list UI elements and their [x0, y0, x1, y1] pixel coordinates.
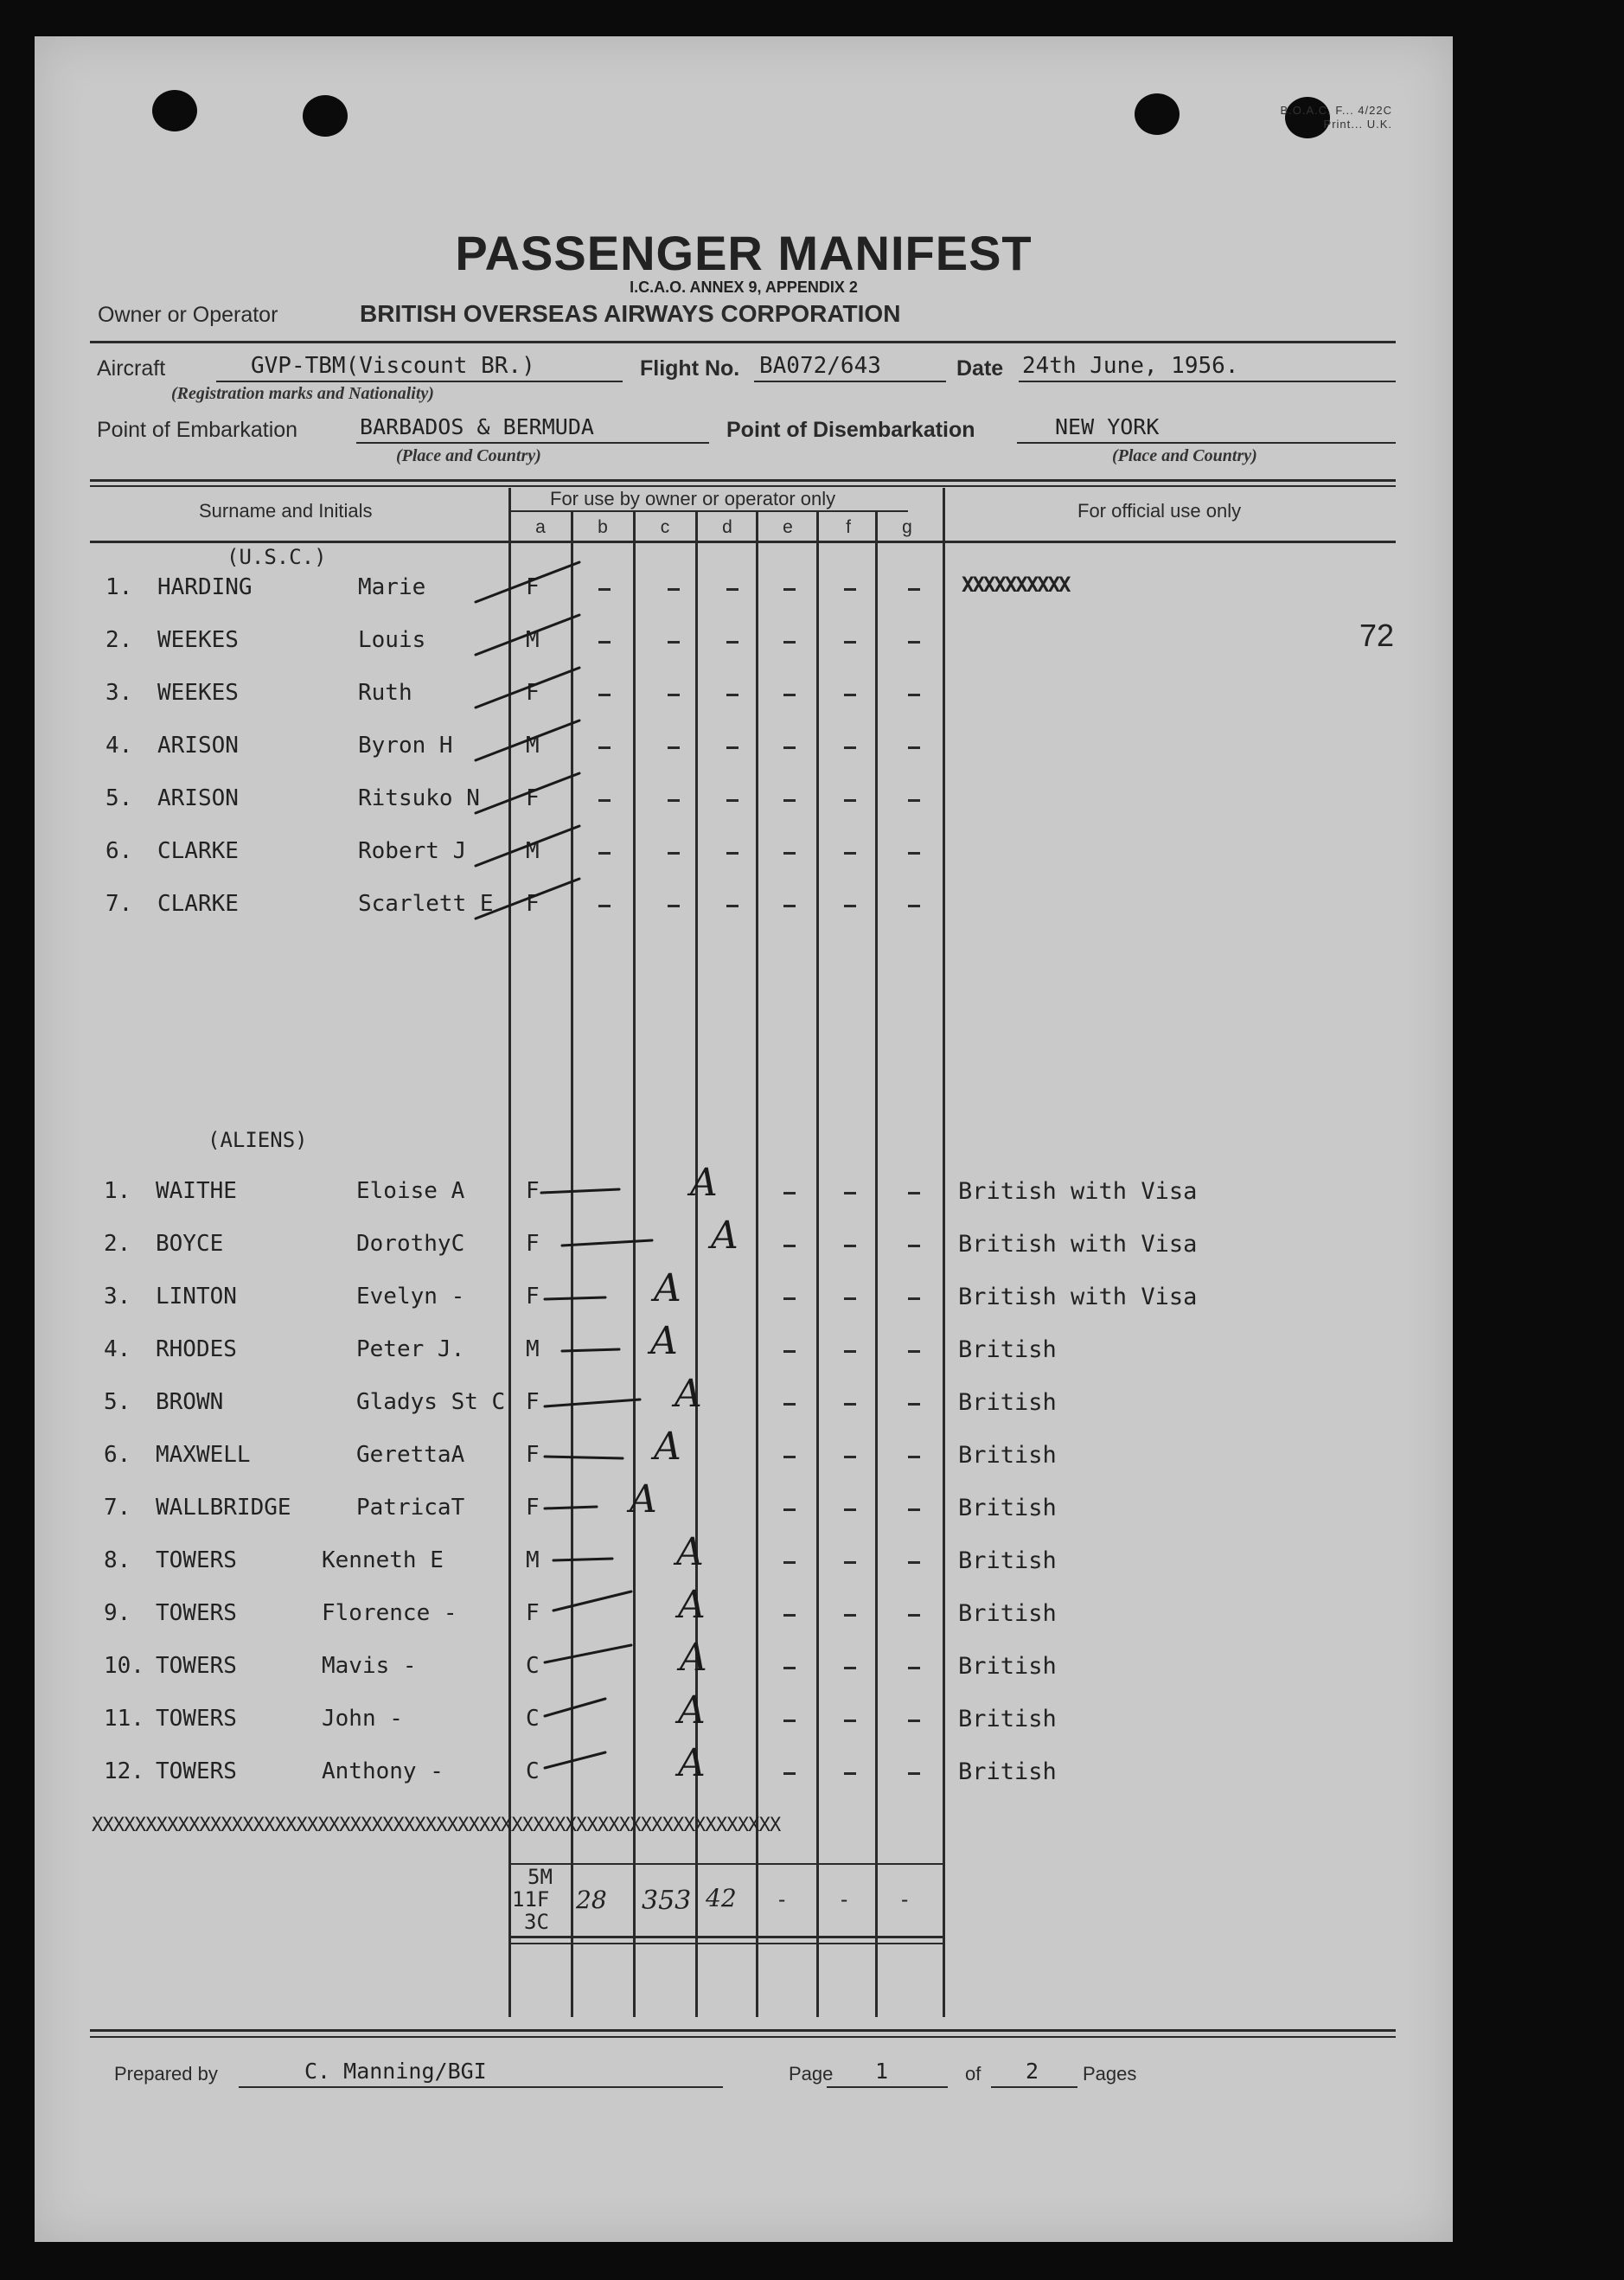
col-letter-a: a [535, 517, 546, 537]
aircraft-value: GVP-TBM(Viscount BR.) [251, 353, 535, 379]
row-number: 3. [105, 680, 133, 706]
total-b: 28 [576, 1886, 607, 1914]
date-label: Date [956, 356, 1004, 381]
col-letter-b: b [598, 517, 608, 537]
row-surname: BROWN [156, 1389, 224, 1415]
pen-stroke [545, 1399, 640, 1406]
row-number: 10. [104, 1653, 144, 1679]
row-surname: BOYCE [156, 1231, 224, 1257]
row-given-name: GerettaA [356, 1442, 465, 1468]
row-surname: LINTON [156, 1284, 237, 1310]
row-given-name: Peter J. [356, 1336, 465, 1362]
form-code-line2: Print... U.K. [1323, 118, 1392, 131]
row-surname: TOWERS [156, 1706, 237, 1732]
row-number: 3. [104, 1284, 131, 1310]
page-value: 1 [875, 2059, 889, 2084]
page-label: Page [789, 2063, 834, 2085]
row-col-a: M [526, 733, 540, 759]
handwritten-a-mark: A [678, 1583, 706, 1627]
row-given-name: PatricaT [356, 1495, 465, 1521]
prepared-value: C. Manning/BGI [304, 2059, 487, 2084]
total-f: - [841, 1887, 848, 1912]
pen-stroke [545, 1699, 605, 1716]
embark-label: Point of Embarkation [97, 418, 298, 442]
manifest-sheet [35, 36, 1453, 2242]
col-letter-f: f [846, 517, 851, 537]
row-col-a: M [526, 1547, 540, 1573]
row-surname: ARISON [157, 733, 239, 759]
row-official-status: British with Visa [958, 1178, 1198, 1205]
row-number: 2. [104, 1231, 131, 1257]
aircraft-note: (Registration marks and Nationality) [171, 384, 434, 403]
handwritten-a-mark: A [654, 1425, 681, 1469]
row-number: 5. [105, 785, 133, 811]
pen-stroke [545, 1507, 597, 1508]
row-col-a: F [526, 1600, 540, 1626]
row-surname: HARDING [157, 574, 253, 600]
row-surname: WALLBRIDGE [156, 1495, 291, 1521]
total-a-line3: 3C [524, 1910, 549, 1934]
row-col-a: F [526, 1178, 540, 1204]
row-col-a: F [526, 1495, 540, 1521]
row-surname: TOWERS [156, 1600, 237, 1626]
usc-heading: (U.S.C.) [227, 545, 327, 569]
pen-stroke [553, 1559, 612, 1560]
row-col-a: F [526, 1284, 540, 1310]
row-number: 1. [105, 574, 133, 600]
pen-stroke [545, 1645, 631, 1662]
row-official-status: British [958, 1653, 1057, 1680]
row-number: 4. [105, 733, 133, 759]
disembark-value: NEW YORK [1055, 414, 1160, 439]
row-number: 1. [104, 1178, 131, 1204]
disembark-note: (Place and Country) [1112, 446, 1257, 465]
form-code-line1: B.O.A.C. F... 4/22C [1280, 104, 1392, 117]
aircraft-label: Aircraft [97, 356, 166, 381]
row-given-name: Ritsuko N [358, 785, 480, 811]
date-value: 24th June, 1956. [1022, 353, 1239, 379]
row-surname: WEEKES [157, 627, 239, 653]
row-given-name: Anthony - [322, 1758, 444, 1784]
row-official-status: British [958, 1758, 1057, 1785]
col-official-header: For official use only [1077, 500, 1242, 522]
row-given-name: Scarlett E [358, 891, 494, 917]
row-col-a: F [526, 574, 540, 600]
pen-stroke [476, 879, 579, 919]
row-official-status: British [958, 1600, 1057, 1627]
row-surname: TOWERS [156, 1758, 237, 1784]
row-surname: RHODES [156, 1336, 237, 1362]
row-col-a: F [526, 891, 540, 917]
row-number: 2. [105, 627, 133, 653]
embark-note: (Place and Country) [396, 446, 541, 465]
row-given-name: Florence - [322, 1600, 457, 1626]
pen-stroke [476, 826, 579, 866]
row-official-status: British [958, 1706, 1057, 1732]
col-letter-g: g [902, 517, 912, 537]
row-col-a: F [526, 1442, 540, 1468]
row-col-a: M [526, 627, 540, 653]
row-col-a: F [526, 785, 540, 811]
row-given-name: Eloise A [356, 1178, 465, 1204]
col-letter-c: c [660, 517, 670, 537]
flight-label: Flight No. [640, 356, 740, 381]
total-e: - [778, 1887, 786, 1912]
crossout-row: XXXXXXXXXXXXXXXXXXXXXXXXXXXXXXXXXXXXXXXXXXXXXXXXXXXXXXXXXXXXXXXX [92, 1815, 781, 1836]
row-official-status: British with Visa [958, 1231, 1198, 1258]
pen-strokes [35, 36, 1453, 2242]
row-col-a: M [526, 1336, 540, 1362]
pen-stroke [562, 1349, 619, 1351]
pen-stroke [476, 668, 579, 708]
of-value: 2 [1026, 2059, 1039, 2084]
row-given-name: Evelyn - [356, 1284, 465, 1310]
row-col-a: M [526, 838, 540, 864]
row-number: 6. [105, 838, 133, 864]
row-col-a: C [526, 1758, 540, 1784]
row-col-a: F [526, 680, 540, 706]
row-official-status: British [958, 1547, 1057, 1574]
row-col-a: F [526, 1389, 540, 1415]
row-number: 8. [104, 1547, 131, 1573]
row-surname: MAXWELL [156, 1442, 251, 1468]
total-a-line1: 5M [527, 1865, 553, 1889]
pen-stroke [545, 1752, 605, 1768]
row-given-name: Louis [358, 627, 426, 653]
pen-stroke [476, 615, 579, 655]
pen-stroke [545, 1457, 623, 1458]
row-official-status: British [958, 1336, 1057, 1363]
row-col-a: C [526, 1653, 540, 1679]
owner-value: BRITISH OVERSEAS AIRWAYS CORPORATION [360, 300, 901, 327]
page-subtitle: I.C.A.O. ANNEX 9, APPENDIX 2 [630, 279, 858, 296]
embark-value: BARBADOS & BERMUDA [360, 414, 594, 439]
row-surname: TOWERS [156, 1653, 237, 1679]
handwritten-a-mark: A [680, 1636, 707, 1680]
row-number: 4. [104, 1336, 131, 1362]
disembark-label: Point of Disembarkation [726, 418, 975, 442]
row-surname: WEEKES [157, 680, 239, 706]
total-c: 353 [642, 1886, 692, 1916]
aliens-heading: (ALIENS) [208, 1128, 308, 1152]
pen-stroke [545, 1297, 605, 1299]
row-surname: CLARKE [157, 891, 239, 917]
row-given-name: Byron H [358, 733, 453, 759]
col-letter-d: d [722, 517, 732, 537]
row-official-status: British [958, 1495, 1057, 1521]
total-d: 42 [706, 1884, 737, 1912]
row-surname: WAITHE [156, 1178, 237, 1204]
pen-stroke [553, 1592, 631, 1611]
handwritten-a-mark: A [630, 1477, 657, 1521]
row-official-status: British [958, 1389, 1057, 1416]
handwritten-a-mark: A [678, 1688, 706, 1732]
handwritten-a-mark: A [676, 1530, 704, 1574]
row-given-name: Ruth [358, 680, 412, 706]
col-owner-use-header: For use by owner or operator only [550, 488, 836, 509]
row-given-name: DorothyC [356, 1231, 465, 1257]
flight-value: BA072/643 [759, 353, 881, 379]
official-crossout: XXXXXXXXXX [962, 573, 1070, 597]
handwritten-a-mark: A [711, 1214, 738, 1258]
row-given-name: Kenneth E [322, 1547, 444, 1573]
row-official-status: British [958, 1442, 1057, 1469]
row-number: 12. [104, 1758, 144, 1784]
pen-stroke [541, 1189, 619, 1193]
handwritten-a-mark: A [650, 1319, 678, 1363]
row-given-name: Mavis - [322, 1653, 417, 1679]
row-number: 7. [105, 891, 133, 917]
handwritten-a-mark: A [675, 1372, 702, 1416]
pen-stroke [476, 773, 579, 813]
page-title: PASSENGER MANIFEST [455, 226, 1033, 280]
row-col-a: F [526, 1231, 540, 1257]
row-number: 7. [104, 1495, 131, 1521]
row-official-status: British with Visa [958, 1284, 1198, 1310]
total-a-line2: 11F [512, 1887, 550, 1912]
row-number: 5. [104, 1389, 131, 1415]
official-number: 72 [1359, 618, 1395, 653]
owner-label: Owner or Operator [98, 303, 278, 327]
row-number: 9. [104, 1600, 131, 1626]
pen-stroke [562, 1240, 652, 1246]
row-given-name: Robert J [358, 838, 467, 864]
pen-stroke [476, 721, 579, 760]
col-surname-header: Surname and Initials [199, 500, 373, 522]
row-surname: TOWERS [156, 1547, 237, 1573]
row-surname: ARISON [157, 785, 239, 811]
prepared-label: Prepared by [114, 2063, 218, 2085]
handwritten-a-mark: A [678, 1741, 706, 1785]
row-given-name: Gladys St C [356, 1389, 506, 1415]
handwritten-a-mark: A [654, 1266, 681, 1310]
pen-stroke [476, 562, 579, 602]
col-letter-e: e [783, 517, 793, 537]
row-number: 11. [104, 1706, 144, 1732]
row-surname: CLARKE [157, 838, 239, 864]
total-g: - [901, 1887, 909, 1912]
pages-label: Pages [1083, 2063, 1137, 2085]
row-col-a: C [526, 1706, 540, 1732]
of-label: of [965, 2063, 981, 2085]
handwritten-a-mark: A [690, 1161, 718, 1205]
row-given-name: Marie [358, 574, 426, 600]
row-number: 6. [104, 1442, 131, 1468]
row-given-name: John - [322, 1706, 403, 1732]
